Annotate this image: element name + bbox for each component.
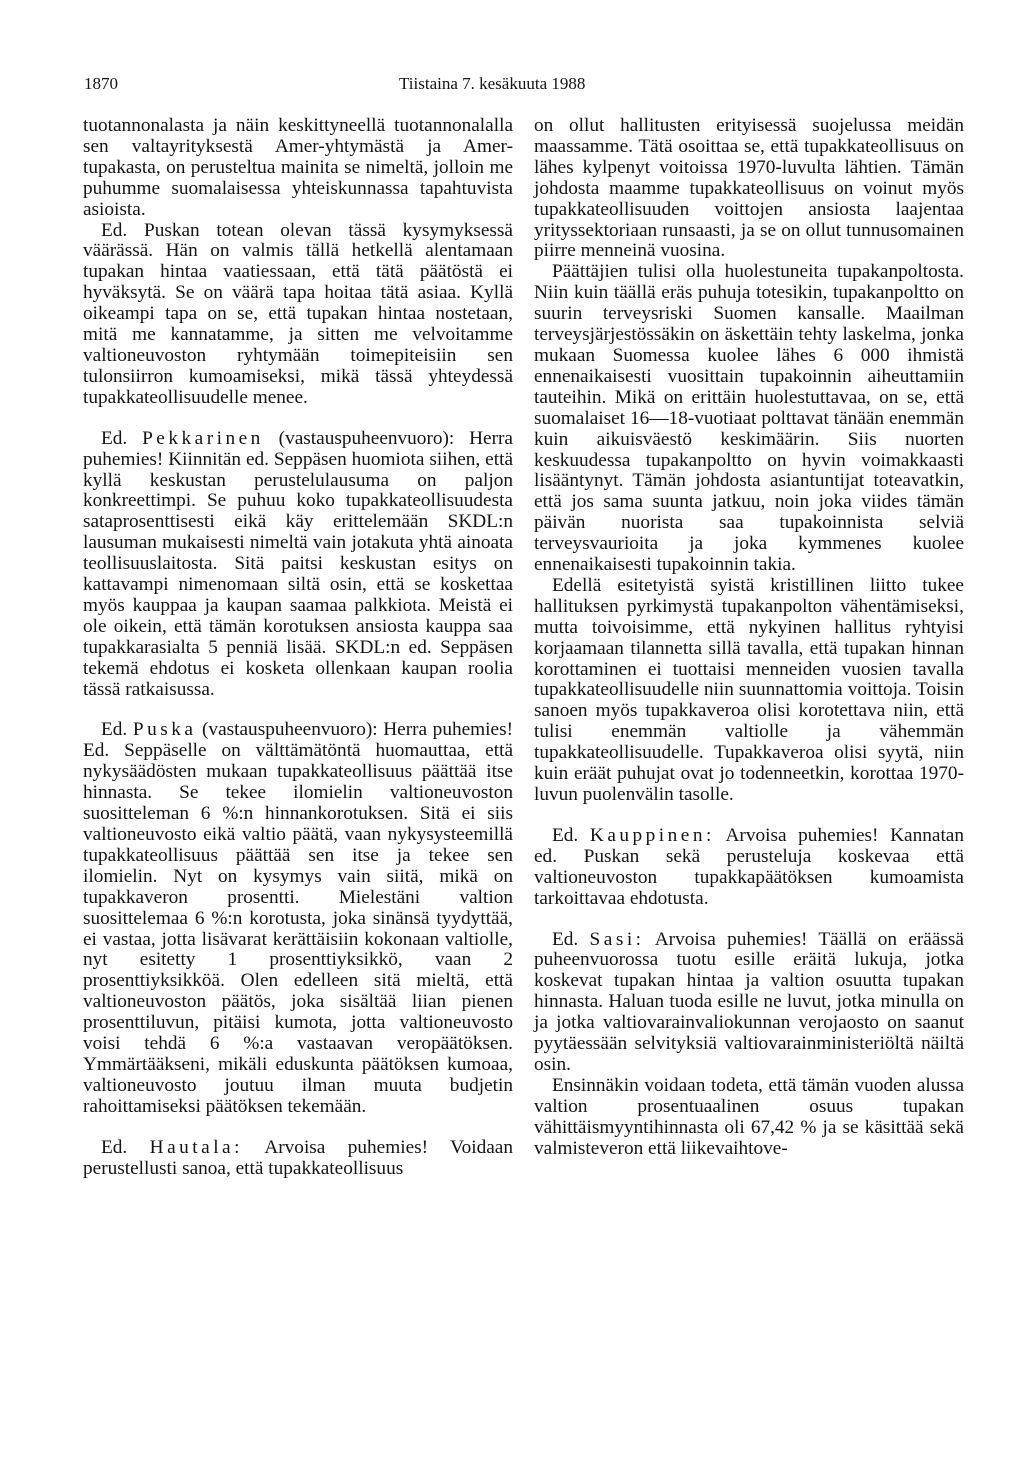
page-header — [84, 74, 984, 104]
speech-text: Arvoisa puhemies! Kannatan ed. Puskan sekä perusteluja koskevaa että valtioneuvoston tupakkapäätöksen kumoamista tarkoittavaa ehdotusta. — [534, 824, 964, 909]
paragraph: on ollut hallitusten erityisessä suojelussa meidän maassamme. Tätä osoittaa se, että tupakkateollisuus on lähes kylpenyt voitoissa 1970-luvulta lähtien. Tämän johdosta maamme tupakkateollisuus on voinut myös tupakkateollisuuden voittojen ansiosta laajentaa yrityssektoriaan runsaasti, ja se on ollut tunnusomainen piirre menneinä vuosina. — [534, 115, 964, 262]
page-number: 1870 — [84, 74, 118, 93]
speaker-prefix: Ed. — [101, 719, 128, 741]
speaker-name: Puska — [132, 719, 197, 741]
paragraph: tuotannonalasta ja näin keskittyneellä tuotannonalalla sen valtayrityksestä Amer-yhtymästä ja Amer-tupakasta, on perusteltua mainita se nimeltä, jolloin me puhumme suomalaisessa yhteiskunnassa tapahtuvista asioista. — [83, 115, 513, 220]
speech-sasi — [534, 930, 964, 1076]
running-head: Tiistaina 7. kesäkuuta 1988 — [399, 74, 586, 93]
speaker-name: Pekkarinen — [142, 427, 264, 449]
speaker-prefix: Ed. — [552, 928, 579, 950]
speech-pekkarinen — [83, 429, 513, 701]
speech-text: Arvoisa puhemies! Täällä on eräässä puheenvuorossa tuotu esille eräitä lukuja, jotka koskevat tupakan hintaa ja valtion osuutta tupakan hinnasta. Haluan tuoda esille ne luvut, jotka minulla on ja jotka valtiovarainvaliokunnan verojaosto on saanut pyytäessään selvityksiä valtiovarainministeriöltä näiltä osin. — [534, 928, 964, 1075]
speech-hautala — [83, 1138, 513, 1180]
paragraph: Ed. Puskan totean olevan tässä kysymyksessä väärässä. Hän on valmis tällä hetkellä alentamaan tupakan hintaa vaatiessaan, että tätä päätöstä ei hyväksytä. Se on väärä tapa hoitaa tätä asiaa. Kyllä oikeampi tapa on se, että tupakan hintaa nostetaan, mitä me kannatamme, ja sitten me velvoitamme valtioneuvoston ryhtymään toimepiteisiin sen tulonsiirron kumoamiseksi, mikä tässä yhteydessä tupakkateollisuudelle menee. — [83, 219, 513, 408]
speaker-prefix: Ed. — [101, 427, 128, 449]
speaker-prefix: Ed. — [101, 1136, 128, 1158]
speech-text: Arvoisa puhemies! Voidaan perustellusti sanoa, että tupakkateollisuus — [83, 1136, 513, 1179]
left-column — [83, 116, 513, 1180]
speech-text: (vastauspuheenvuoro): Herra puhemies! Kiinnitän ed. Seppäsen huomiota siihen, että kyllä keskustan perustelulausuma on paljon konkreettimpi. Se puhuu koko tupakkateollisuudesta sataprosenttisesti eikä käy erittelemään SKDL:n lausuman mukaisesti nimeltä vain jotakuta yhtä ainoata teollisuuslaitosta. Sitä paitsi keskustan esitys on kattavampi nimenomaan siltä osin, että se koskettaa myös kauppaa ja kaupan saamaa palkkiota. Meistä ei ole oikein, että tämän korotuksen ansiosta kauppa saa tupakkarasialta 5 penniä lisää. SKDL:n ed. Seppäsen tekemä ehdotus ei kosketa ollenkaan kaupan roolia tässä ratkaisussa. — [83, 427, 513, 700]
speaker-prefix: Ed. — [552, 824, 579, 846]
speaker-name: Sasi: — [589, 928, 645, 950]
paragraph: Päättäjien tulisi olla huolestuneita tupakanpoltosta. Niin kuin täällä eräs puhuja totesikin, tupakanpoltto on suurin terveysriski Suomen kansalle. Maailman terveysjärjestössäkin on äskettäin tehty laskelma, jonka mukaan Suomessa kuolee lähes 6 000 ihmistä ennenaikaisesti vuosittain tupakoinnin aiheuttamiin tauteihin. Mikä on erittäin huolestuttavaa, on se, että suomalaiset 16—18-vuotiaat polttavat tänään enemmän kuin aikuisväestö keskimäärin. Siis nuorten keskuudessa tupakanpoltto on hyvin voimakkaasti lisääntynyt. Tämän johdosta asiantuntijat toteavatkin, että jos sama suunta jatkuu, noin joka viides tämän päivän nuorista saa tupakoinnista selviä terveysvaurioita ja joka kymmenes kuolee ennenaikaisesti tupakoinnin takia. — [534, 261, 964, 576]
speaker-name: Hautala: — [149, 1136, 243, 1158]
speech-text: (vastauspuheenvuoro): Herra puhemies! Ed. Seppäselle on välttämätöntä huomauttaa, että nykysäädösten mukaan tupakkateollisuus päättää itse hinnasta. Se tekee ilomielin valtioneuvoston suositteleman 6 %:n hinnankorotuksen. Sitä ei siis valtioneuvosto eikä valtio päätä, vaan nykysysteemillä tupakkateollisuus päättää sen itse ja tekee sen ilomielin. Nyt on kysymys vain siitä, mikä on tupakkaveron prosentti. Mielestäni valtion suosittelemaa 6 %:n korotusta, joka sinänsä tyydyttää, ei vastaa, jotta lisävarat kerättäisiin kokonaan valtiolle, nyt esitetty 1 prosenttiyksikkö, vaan 2 prosenttiyksikköä. Olen edelleen sitä mieltä, että valtioneuvoston päätös, joka sisältää liian pienen prosenttiluvun, pitäisi kumota, jotta valtioneuvosto voisi tehdä 6 %:a vastaavan veropäätöksen. Ymmärtääkseni, mikäli eduskunta päätöksen kumoaa, valtioneuvosto joutuu ilman muuta budjetin rahoittamiseksi päätöksen tekemään. — [83, 719, 513, 1117]
paragraph: Edellä esitetyistä syistä kristillinen liitto tukee hallituksen pyrkimystä tupakanpolton vähentämiseksi, mutta toivoisimme, että nykyinen hallitus ryhtyisi korjaamaan tilannetta sillä tavalla, että tupakan hinnan korottaminen ei tuottaisi menneiden vuosien tavalla tupakkateollisuudelle niin suunnattomia voittoja. Toisin sanoen myös tupakkaveroa olisi korotettava niin, että tulisi enemmän valtiolle ja vähemmän tupakkateollisuudelle. Tupakkaveroa olisi syytä, niin kuin eräät puhujat ovat jo todenneetkin, korottaa 1970-luvun puolenvälin tasolle. — [534, 574, 964, 805]
paragraph: Ensinnäkin voidaan todeta, että tämän vuoden alussa valtion prosentuaalinen osuus tupakan vähittäismyyntihinnasta oli 67,42 % ja se käsittää sekä valmisteveron että liikevaihtove- — [534, 1074, 964, 1159]
speech-puska — [83, 720, 513, 1117]
speaker-name: Kauppinen: — [589, 824, 715, 846]
speech-kauppinen — [534, 826, 964, 910]
right-column — [534, 116, 964, 1160]
